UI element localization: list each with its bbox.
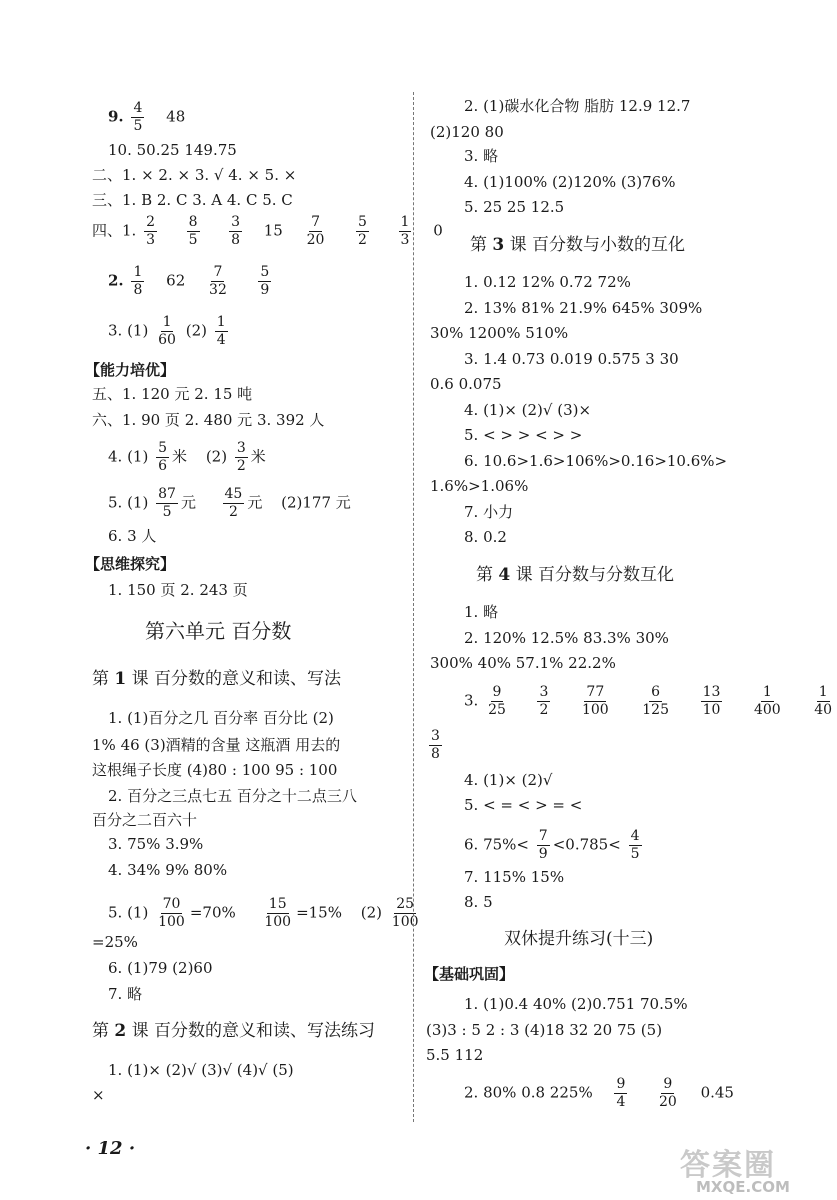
section-heading: 【基础巩固】: [424, 965, 515, 983]
fraction: $\frac{9}{25}$: [488, 684, 506, 718]
answer-line: 3. (1) $\frac{1}{60}$ (2) $\frac{1}{4}$: [108, 314, 226, 348]
fraction: $\frac{7}{32}$: [209, 264, 227, 298]
answer-line: 5. (1) $\frac{87}{5}$ 元 $\frac{45}{2}$ 元 (2)177 元: [108, 486, 351, 520]
answer-line: 二、1. × 2. × 3. √ 4. × 5. ×: [92, 166, 297, 184]
answer-line: 7. 略: [108, 985, 143, 1003]
answer-line: 三、1. B 2. C 3. A 4. C 5. C: [92, 191, 293, 209]
answer-line: 5. (1) $\frac{70}{100}$ =70% $\frac{15}{100}$ =15% (2) $\frac{25}{100}$: [108, 896, 419, 930]
fraction: $\frac{1}{3}$: [400, 214, 410, 248]
answer-line: 9. $\frac{4}{5}$ 48: [108, 100, 186, 134]
fraction: $\frac{6}{125}$: [642, 684, 669, 718]
answer-line: 1. 150 页 2. 243 页: [108, 581, 248, 599]
answer-line: 6. 3 人: [108, 527, 157, 545]
section-heading: 【思维探究】: [85, 555, 176, 573]
fraction: $\frac{3}{2}$: [236, 440, 246, 474]
answer-line: 1. 0.12 12% 0.72 72%: [464, 273, 631, 291]
practice-title: 双休提升练习(十三): [504, 929, 654, 949]
fraction: $\frac{5}{2}$: [358, 214, 367, 248]
answer-line: 7. 小力: [464, 503, 514, 521]
fraction: $\frac{7}{20}$: [306, 214, 325, 248]
lesson-title: 第 1 课 百分数的意义和读、写法: [92, 669, 342, 689]
answer-line: 2. 13% 81% 21.9% 645% 309%: [464, 299, 703, 317]
answer-line: 6. 75%< $\frac{7}{9}$ <0.785< $\frac{4}{5}$: [464, 828, 640, 862]
answer-line: =25%: [92, 933, 138, 951]
fraction: $\frac{1}{400}$: [753, 684, 781, 718]
fraction: $\frac{1}{60}$: [158, 314, 176, 348]
watermark-logo: 答案圈 MXQE.COM: [680, 1148, 790, 1196]
column-divider: [413, 92, 414, 1122]
lesson-title: 第 3 课 百分数与小数的互化: [470, 235, 686, 255]
right-column: [418, 0, 833, 1200]
answer-line: 1. (1)0.4 40% (2)0.751 70.5%: [464, 995, 688, 1013]
answer-line: 5. 25 25 12.5: [464, 198, 565, 216]
answer-line: 4. 34% 9% 80%: [108, 861, 228, 879]
fraction: $\frac{2}{3}$: [146, 214, 156, 248]
lesson-title: 第 4 课 百分数与分数互化: [476, 565, 675, 585]
lesson-title: 第 2 课 百分数的意义和读、写法练习: [92, 1021, 376, 1041]
answer-line: 3. $\frac{9}{25}$ $\frac{3}{2}$ $\frac{77}{100}$ $\frac{6}{125}$ $\frac{13}{10}$ $\frac{1}{400}$ $\frac{1}{40}$: [464, 684, 833, 718]
fraction: $\frac{70}{100}$: [158, 896, 185, 930]
fraction: $\frac{9}{4}$: [616, 1076, 626, 1110]
answer-line: 10. 50.25 149.75: [108, 141, 237, 159]
fraction: $\frac{1}{40}$: [814, 684, 833, 718]
answer-line: 1. (1)百分之几 百分率 百分比 (2): [108, 709, 334, 727]
fraction: $\frac{8}{5}$: [188, 214, 198, 248]
section-heading: 【能力培优】: [85, 361, 176, 379]
answer-line: 4. (1)× (2)√: [464, 771, 553, 789]
answer-line: 2. 80% 0.8 225% $\frac{9}{4}$ $\frac{9}{20}$ 0.45: [464, 1076, 734, 1110]
answer-line: 8. 0.2: [464, 528, 507, 546]
answer-line: 3. 略: [464, 147, 499, 165]
fraction: $\frac{13}{10}$: [702, 684, 721, 718]
answer-line: 3. 75% 3.9%: [108, 835, 204, 853]
answer-line: 百分之二百六十: [92, 811, 198, 829]
answer-line: 五、1. 120 元 2. 15 吨: [92, 385, 253, 403]
answer-line: 6. (1)79 (2)60: [108, 959, 213, 977]
answer-line: 2. (1)碳水化合物 脂肪 12.9 12.7: [464, 97, 691, 115]
answer-line: 1. (1)× (2)√ (3)√ (4)√ (5): [108, 1061, 294, 1079]
answer-line: 六、1. 90 页 2. 480 元 3. 392 人: [92, 411, 325, 429]
answer-line: 4. (1)× (2)√ (3)×: [464, 401, 592, 419]
answer-line: 这根绳子长度 (4)80 : 100 95 : 100: [92, 761, 338, 779]
answer-line: 5. < > > < > >: [464, 426, 583, 444]
fraction: $\frac{5}{9}$: [260, 264, 270, 298]
fraction: $\frac{9}{20}$: [658, 1076, 677, 1110]
fraction: $\frac{45}{2}$: [224, 486, 243, 520]
answer-line: 2. $\frac{1}{8}$ 62 $\frac{7}{32}$ $\frac{5}{9}$: [108, 264, 270, 298]
fraction: $\frac{1}{8}$: [133, 264, 143, 298]
fraction: $\frac{4}{5}$: [630, 828, 640, 862]
fraction: $\frac{3}{2}$: [539, 684, 549, 718]
fraction: $\frac{87}{5}$: [158, 486, 176, 520]
answer-line: 4. (1) $\frac{5}{6}$ 米 (2) $\frac{3}{2}$ 米: [108, 440, 266, 474]
answer-line: 2. 120% 12.5% 83.3% 30%: [464, 629, 669, 647]
fraction: $\frac{77}{100}$: [581, 684, 609, 718]
answer-line: ×: [92, 1086, 105, 1104]
answer-line: 5. < = < > = <: [464, 796, 583, 814]
fraction: $\frac{5}{6}$: [158, 440, 168, 474]
answer-line: [426, 728, 445, 763]
answer-line: 4. (1)100% (2)120% (3)76%: [464, 173, 676, 191]
answer-line: 5.5 112: [426, 1046, 484, 1064]
fraction: $\frac{1}{4}$: [216, 314, 226, 348]
answer-line: 0.6 0.075: [430, 375, 502, 393]
answer-line: 1% 46 (3)酒精的含量 这瓶酒 用去的: [92, 736, 341, 754]
answer-line: 8. 5: [464, 893, 493, 911]
answer-line: 2. 百分之三点七五 百分之十二点三八: [108, 787, 357, 805]
fraction: $\frac{3}{8}$: [431, 728, 440, 762]
answer-line: 6. 10.6>1.6>106%>0.16>10.6%>: [464, 452, 728, 470]
fraction: $\frac{25}{100}$: [391, 896, 419, 930]
answer-line: 7. 115% 15%: [464, 868, 565, 886]
answer-line: (2)120 80: [430, 123, 504, 141]
answer-line: 1.6%>1.06%: [430, 477, 529, 495]
fraction: $\frac{3}{8}$: [231, 214, 240, 248]
answer-line: 30% 1200% 510%: [430, 324, 569, 342]
answer-line: 3. 1.4 0.73 0.019 0.575 3 30: [464, 350, 679, 368]
fraction: $\frac{7}{9}$: [538, 828, 548, 862]
fraction: $\frac{4}{5}$: [133, 100, 143, 134]
unit-title: 第六单元 百分数: [145, 619, 292, 643]
answer-line: 四、1. $\frac{2}{3}$ $\frac{8}{5}$ $\frac{3}{8}$ 15 $\frac{7}{20}$ $\frac{5}{2}$ $\frac{1}{3}$ 0: [92, 214, 443, 248]
fraction: $\frac{15}{100}$: [264, 896, 292, 930]
answer-line: 1. 略: [464, 603, 499, 621]
page-number: · 12 ·: [85, 1138, 136, 1159]
answer-line: (3)3 : 5 2 : 3 (4)18 32 20 75 (5): [426, 1021, 663, 1039]
answer-line: 300% 40% 57.1% 22.2%: [430, 654, 616, 672]
